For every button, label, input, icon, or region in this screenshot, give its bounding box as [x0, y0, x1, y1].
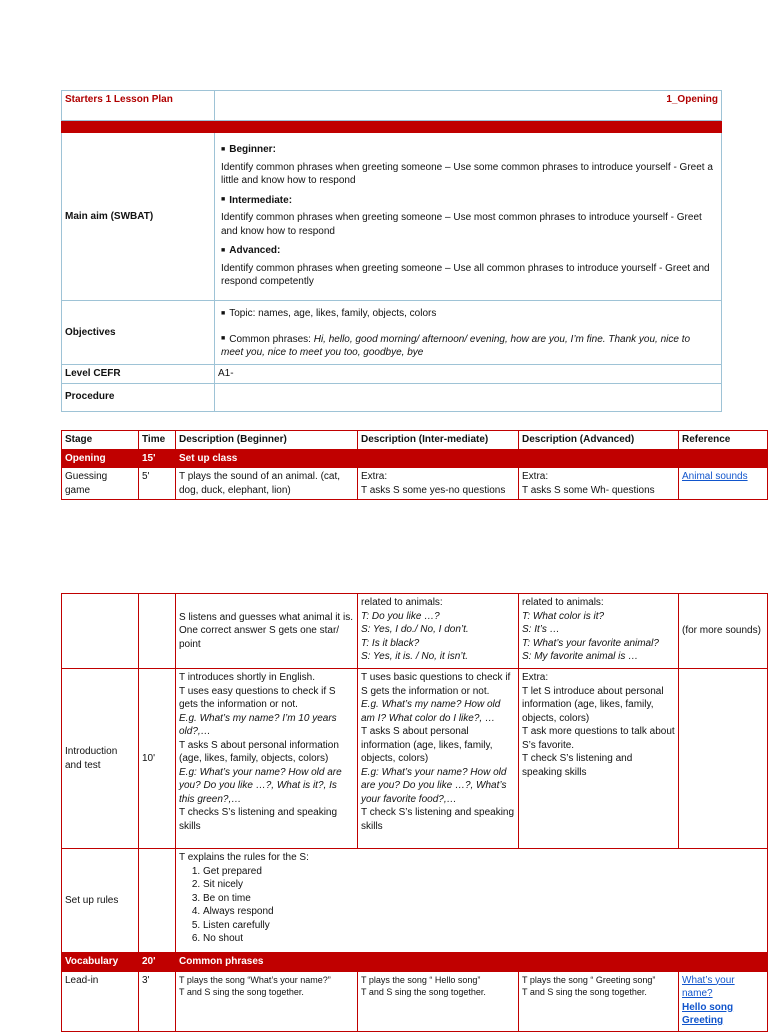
intro-stage: Introduction and test [62, 669, 139, 849]
guessing-time: 5' [139, 468, 176, 500]
guessing-stage: Guessing game [62, 468, 139, 500]
rules-content: T explains the rules for the S: 1. Get prepared 2. Sit nicely 3. Be on time 4. Always respond 5. Listen carefully 6. No shout [176, 849, 768, 953]
vocab-time: 20' [139, 953, 176, 972]
list-item: 4. Always respond [203, 905, 764, 919]
table-row [62, 594, 768, 669]
red-divider [62, 121, 722, 133]
list-item: 2. Sit nicely [203, 878, 764, 892]
header-time: Time [139, 431, 176, 450]
leadin-time: 3' [139, 971, 176, 1031]
table-row [62, 468, 768, 500]
leadin-intermediate: T plays the song “ Hello song” T and S sing the song together. [358, 971, 519, 1031]
opening-time: 15' [139, 449, 176, 468]
level-advanced-text: Identify common phrases when greeting someone – Use all common phrases to introduce yourself - Greet and respond competently [221, 262, 710, 287]
procedure-table-bottom [61, 593, 768, 1032]
leadin-beginner: T plays the song “What’s your name?” T and S sing the song together. [176, 971, 358, 1031]
leadin-advanced: T plays the song “ Greeting song” T and S sing the song together. [519, 971, 679, 1031]
objectives-phrases: ■ Common phrases: Hi, hello, good morning/ afternoon/ evening, how are you, I’m fine. Thank you, nice to meet you, nice to meet you too, goodbye, bye [221, 333, 691, 358]
lesson-title: Starters 1 Lesson Plan [62, 91, 215, 121]
list-item: 3. Be on time [203, 892, 764, 906]
objectives-label: Objectives [62, 301, 215, 365]
cont-reference: (for more sounds) [679, 594, 768, 669]
cont-stage [62, 594, 139, 669]
opening-band [62, 449, 768, 468]
level-intermediate-heading: ■ Intermediate: [221, 194, 293, 206]
procedure-label: Procedure [62, 383, 215, 411]
intro-advanced: Extra: T let S introduce about personal information (age, likes, family, objects, colors) T ask more questions to talk about S’s favorite. T check S’s listening and speaking skills [519, 669, 679, 849]
header-intermediate: Description (Inter-mediate) [358, 431, 519, 450]
level-cefr-value: A1- [215, 365, 722, 384]
cont-time [139, 594, 176, 669]
table-row [62, 669, 768, 849]
header-beginner: Description (Beginner) [176, 431, 358, 450]
leadin-stage: Lead-in [62, 971, 139, 1031]
opening-stage: Opening [62, 449, 139, 468]
rules-stage: Set up rules [62, 849, 139, 953]
level-beginner-heading: ■ Beginner: [221, 144, 276, 155]
level-cefr-label: Level CEFR [62, 365, 215, 384]
rules-time [139, 849, 176, 953]
objectives-topic: ■ Topic: names, age, likes, family, objects, colors [221, 308, 437, 319]
animal-sounds-link[interactable]: Animal sounds [682, 471, 748, 482]
whats-your-name-link[interactable]: What’s your name? [682, 974, 735, 999]
header-reference: Reference [679, 431, 768, 450]
procedure-table-top [61, 430, 768, 500]
objectives-content [215, 301, 722, 365]
guessing-beginner: T plays the sound of an animal. (cat, dog, duck, elephant, lion) [176, 468, 358, 500]
guessing-intermediate: Extra: T asks S some yes-no questions [358, 468, 519, 500]
intro-reference [679, 669, 768, 849]
intro-beginner: T introduces shortly in English. T uses easy questions to check if S gets the information or not. E.g. What’s my name? I’m 10 years old?,… T asks S about personal information (age, likes, family, objects, colors) E.g: What’s your name? How old are you? Do you like …?, What is it?, Is this green?,… T checks S’s listening and speaking skills [176, 669, 358, 849]
vocabulary-band [62, 953, 768, 972]
vocab-stage: Vocabulary [62, 953, 139, 972]
table-header-row [62, 431, 768, 450]
list-item: 6. No shout [203, 932, 764, 946]
level-advanced-heading: ■ Advanced: [221, 245, 281, 256]
opening-desc: Set up class [176, 449, 768, 468]
table-row [62, 849, 768, 953]
intro-intermediate: T uses basic questions to check if S gets the information or not. E.g. What’s my name? How old am I? What color do I like?, … T asks S about personal information (age, likes, family, objects, colors) E.g: What’s your name? How old are you? Do you like …?, What’s your favorite food?,… T check S’s listening and speaking skills [358, 669, 519, 849]
cont-advanced: related to animals: T: What color is it? S: It’s … T: What’s your favorite animal? S: My favorite animal is … [519, 594, 679, 669]
list-item: 1. Get prepared [203, 865, 764, 879]
lesson-unit: 1_Opening [215, 91, 722, 121]
guessing-reference [679, 468, 768, 500]
vocab-desc: Common phrases [176, 953, 768, 972]
header-advanced: Description (Advanced) [519, 431, 679, 450]
rules-list [179, 865, 764, 946]
header-stage: Stage [62, 431, 139, 450]
level-intermediate-text: Identify common phrases when greeting someone – Use most common phrases to introduce yourself - Greet and know how to respond [221, 212, 702, 237]
cont-beginner: S listens and guesses what animal it is. One correct answer S gets one star/ point [176, 594, 358, 669]
table-row [62, 971, 768, 1031]
main-aim-label: Main aim (SWBAT) [62, 133, 215, 301]
main-aim-content [215, 133, 722, 301]
leadin-reference [679, 971, 768, 1031]
intro-time: 10' [139, 669, 176, 849]
level-beginner-text: Identify common phrases when greeting someone – Use some common phrases to introduce yourself - Greet a little and know how to respond [221, 161, 713, 186]
cont-intermediate: related to animals: T: Do you like …? S: Yes, I do./ No, I don’t. T: Is it black? S: Yes, it is. / No, it isn’t. [358, 594, 519, 669]
greeting-link[interactable]: Greeting [682, 1015, 724, 1026]
guessing-advanced: Extra: T asks S some Wh- questions [519, 468, 679, 500]
hello-song-link[interactable]: Hello song [682, 1001, 734, 1013]
list-item: 5. Listen carefully [203, 919, 764, 933]
procedure-value [215, 383, 722, 411]
lesson-info-table [61, 90, 722, 412]
